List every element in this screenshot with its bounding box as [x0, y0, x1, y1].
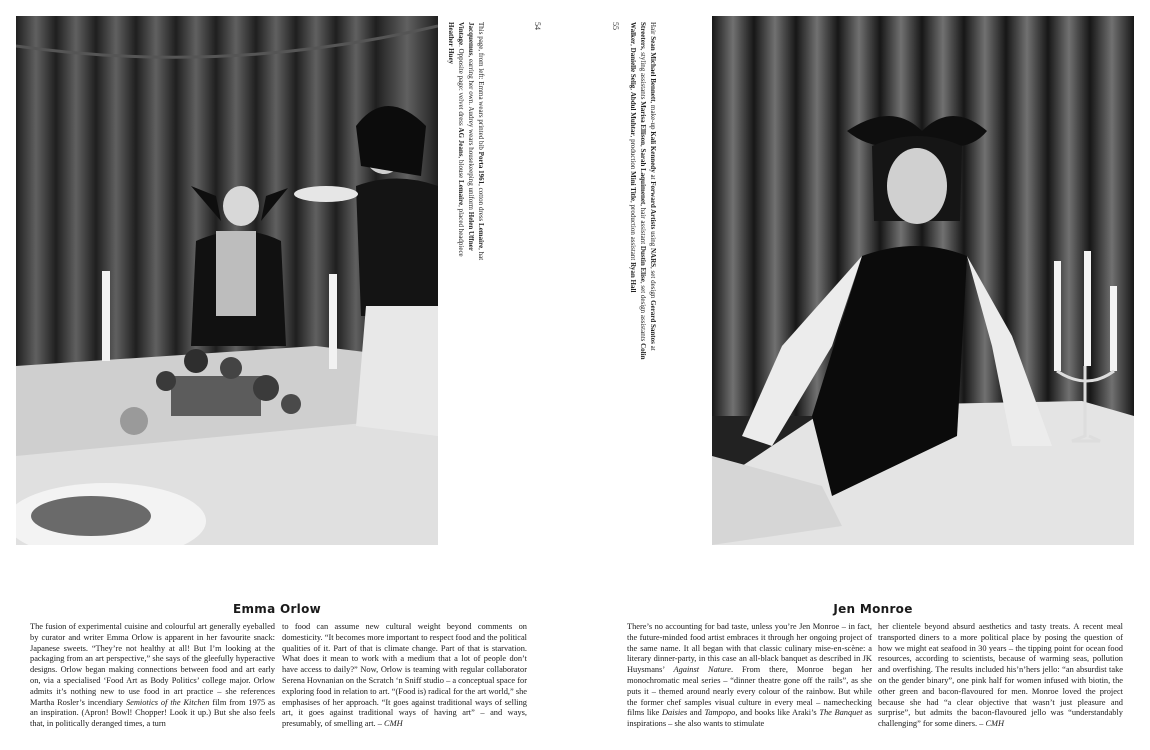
- credit-brand: Forward Artists: [649, 181, 657, 230]
- credit-text: , placed headpiece: [457, 205, 465, 257]
- credit-text: at: [649, 172, 657, 182]
- credit-brand: Sean Michael Bennett: [649, 36, 657, 102]
- credit-brand: Heather Huey: [447, 22, 455, 65]
- credit-text: , set design assistants: [639, 281, 647, 344]
- page-number-left: 54: [533, 22, 542, 30]
- body-text: and: [687, 708, 705, 718]
- article-column-right-1: [627, 622, 872, 730]
- credit-brand: Mini Title: [629, 171, 637, 202]
- credit-text: ,: [629, 44, 637, 48]
- photo-credits-right: [628, 22, 658, 367]
- body-text: as inspirations – she also wants to stimulate: [627, 708, 872, 729]
- photo-credits-left: [446, 22, 486, 262]
- credit-text: , blouse: [457, 156, 465, 181]
- body-text: The fusion of experimental cuisine and colourful art generally eyeballed by curator and writer Emma Orlow is apparent in her favourite snack: Japanese sweets. “They’re not healthy at all! But I’m looking at the packaging from an art perspective,” she says of the gleefully hyperactive designs. Orlow began making connections between food and art early on, via a specialised ‘Food Art as Body Politics’ college major. Orlow admits it’s nothing new to use food in art practice – she references Martha Rosler’s incendiary: [30, 622, 275, 707]
- article-column-left-2: [282, 622, 527, 730]
- body-text-italic: Tampopo: [704, 708, 736, 718]
- body-text-italic: Daisies: [662, 708, 688, 718]
- body-text: . From there, Monroe began her monochromatic meal series – “dinner theatre gone off the rails”, as she puts it – themed around nearly every colour of the rainbow. But while the former chef samples visual culture in every meal – namechecking films like: [627, 665, 873, 718]
- article-column-right-2: [878, 622, 1123, 730]
- article-heading-jen-monroe: Jen Monroe: [833, 602, 913, 616]
- credit-brand: Jacquemus: [467, 22, 475, 56]
- body-text: film from 1975 as an inspiration. (Apron! Bowl! Chopper! Look it up.) But she also feels that, in politically deranged times, a turn: [30, 697, 275, 729]
- body-text-italic: Semiotics of the Kitchen: [125, 697, 210, 707]
- credit-brand: Kali Kennedy: [649, 131, 657, 173]
- credit-text: , set design: [649, 267, 657, 301]
- credit-text: at: [649, 343, 657, 351]
- credit-text: , earring her own. Audrey wears housekeeping uniform: [467, 55, 475, 212]
- page-number-right: 55: [611, 22, 620, 30]
- photo-emma-orlow: [16, 16, 438, 545]
- credit-brand: NARS: [649, 247, 657, 268]
- body-text: her clientele beyond absurd aesthetics and tasty treats. A recent meal transported diners to a more political place by posing the question of how we might eat seafood in 30 years – the tipping point for ocean food resources, according to scientists, because of warming seas, pollution and overfishing. The results included his’n’hers jello: “an absurdist take on the gender binary”, one pink half for women infused with biotin, the other green and bacon-flavoured for men. Monroe loved the project because she had “a clear objective that wasn’t just pleasure and surprise”, but admits the bacon-flavoured jello was “understandably challenging” for some diners. –: [878, 622, 1123, 729]
- author-initials: CMH: [985, 719, 1005, 729]
- credit-brand: Streeters: [639, 22, 647, 49]
- credit-text: This page, from left: Emma wears printed bib: [477, 22, 485, 152]
- credit-brand: Abdul Muhtar: [629, 91, 637, 136]
- credit-brand: Lemaire: [457, 180, 465, 206]
- body-text: There’s no accounting for bad taste, unless you’re Jen Monroe – in fact, the future-minded food artist embraces it through her ongoing project of the same name. It all began with that classic culinary mise-en-scène: a literary dinner-party, in this case an all-black banquet as described in JK Huysmans’: [627, 622, 872, 675]
- credit-brand: AG Jeans: [457, 127, 465, 157]
- credit-text: , make-up: [649, 101, 657, 132]
- credit-text: Hair: [649, 22, 657, 37]
- body-text: to food can assume new cultural weight beyond comments on domesticity. “It becomes more important to respect food and the political qualities of it. Part of that is climate change. Part of that is starvation. What does it mean to work with a medium that a lot of people don’t have access to daily?” Now, Orlow is teaming with regular collaborator Serena Hovnanian on the Scratch ‘n Sniff studio – a conceptual space for exploring food in relation to art. “(Food is) radical for the art world,” she emphasises of her approach. “It goes against traditional ways of selling art, it goes against traditional ways of having art” – and ways, presumably, of smelling art. –: [282, 622, 527, 729]
- article-heading-emma-orlow: Emma Orlow: [232, 602, 322, 616]
- credit-brand: Marisa Ellison: [639, 101, 647, 145]
- credit-brand: Dustin Elise: [639, 245, 647, 282]
- credit-text: , styling assistants: [639, 48, 647, 102]
- body-text: , and books like Araki’s: [735, 708, 820, 718]
- credit-text: , production assistant: [629, 201, 637, 263]
- credit-brand: Porta 1961: [477, 151, 485, 185]
- credit-brand: Colin Walker: [629, 22, 647, 360]
- credit-text: , hair assistant: [639, 204, 647, 246]
- credit-text: ,: [629, 88, 637, 92]
- credit-brand: Danielle Selig: [629, 47, 637, 89]
- credit-brand: Gerard Santos: [649, 300, 657, 344]
- credit-text: , production: [629, 135, 637, 172]
- body-text-italic: The Banquet: [819, 708, 863, 718]
- credit-brand: Ryan Hall: [629, 262, 637, 293]
- credit-brand: Sarah Laquimenet: [639, 148, 647, 205]
- credit-text: , cotton dress: [477, 184, 485, 224]
- author-initials: CMH: [384, 719, 403, 729]
- credit-text: using: [649, 229, 657, 248]
- body-text-italic: Against Nature: [673, 665, 731, 675]
- credit-text: , hat: [477, 248, 485, 261]
- credit-brand: Lemaire: [477, 223, 485, 249]
- credit-brand: Helen Uffner Vintage: [457, 22, 475, 251]
- credit-text: . Opposite page: velvet dress: [457, 45, 465, 128]
- credit-text: ,: [639, 144, 647, 149]
- photo-jen-monroe: [712, 16, 1134, 545]
- article-column-left-1: [30, 622, 275, 730]
